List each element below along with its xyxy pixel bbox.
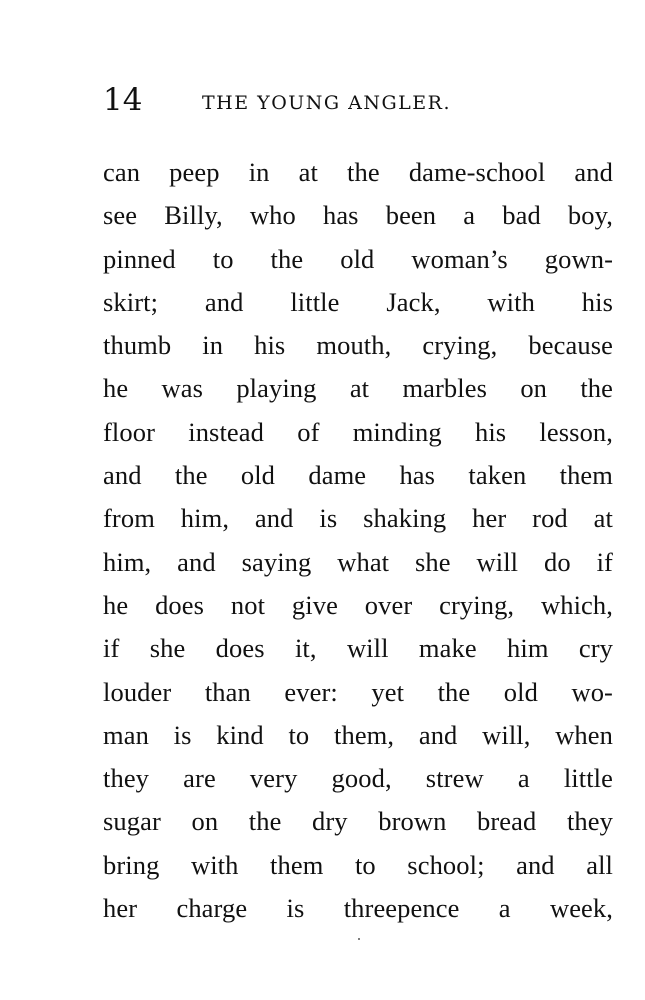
text-line-15: they are very good, strew a little	[103, 763, 613, 794]
running-head	[103, 80, 623, 120]
text-line-18: her charge is threepence a week,	[103, 893, 613, 924]
text-line-11: he does not give over crying, which,	[103, 589, 613, 620]
text-line-17: bring with them to school; and all	[103, 849, 613, 880]
text-line-14: man is kind to them, and will, when	[103, 719, 613, 750]
text-line-2: see Billy, who has been a bad boy,	[103, 200, 613, 231]
text-line-9: from him, and is shaking her rod at	[103, 503, 613, 534]
text-line-7: floor instead of minding his lesson,	[103, 416, 613, 447]
text-line-8: and the old dame has taken them	[103, 460, 613, 491]
page-number: 14	[103, 82, 143, 118]
text-line-3: pinned to the old woman’s gown-	[103, 243, 613, 274]
running-title: THE YOUNG ANGLER.	[202, 92, 451, 114]
text-line-5: thumb in his mouth, crying, because	[103, 330, 613, 361]
text-line-13: louder than ever: yet the old wo-	[103, 676, 613, 707]
text-line-16: sugar on the dry brown bread they	[103, 806, 613, 837]
body-text	[103, 151, 613, 930]
text-line-10: him, and saying what she will do if	[103, 546, 613, 577]
text-line-1: can peep in at the dame-school and	[103, 157, 613, 187]
text-line-4: skirt; and little Jack, with his	[103, 286, 613, 317]
text-line-12: if she does it, will make him cry	[103, 633, 613, 664]
paper-speck	[358, 938, 360, 940]
text-line-6: he was playing at marbles on the	[103, 373, 613, 404]
